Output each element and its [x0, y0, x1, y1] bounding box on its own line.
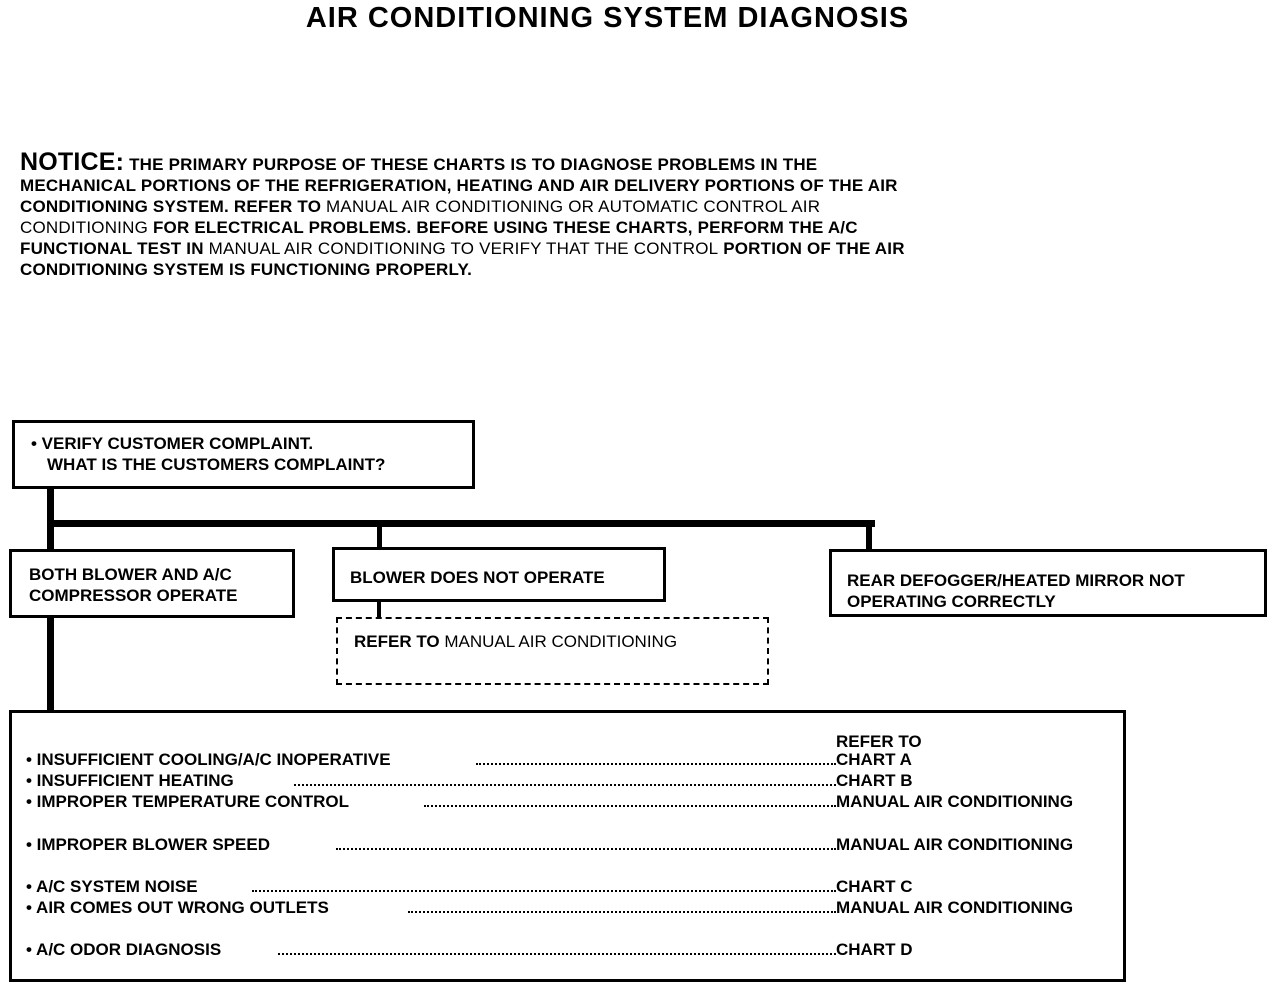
result-label: • A/C ODOR DIAGNOSIS [26, 940, 222, 959]
result-row [26, 834, 1074, 855]
result-label: • IMPROPER BLOWER SPEED [26, 835, 270, 854]
leader-dots [278, 953, 836, 955]
refer-to-header: REFER TO [836, 732, 922, 751]
result-label: • INSUFFICIENT HEATING [26, 771, 234, 790]
rear-line-1: REAR DEFOGGER/HEATED MIRROR NOT [847, 571, 1185, 590]
result-ref: MANUAL AIR CONDITIONING [836, 835, 1074, 854]
leader-dots [252, 890, 836, 892]
connector-rear-drop [866, 520, 872, 549]
result-ref: MANUAL AIR CONDITIONING [836, 898, 1074, 917]
connector-blower-refer [377, 599, 381, 619]
connector-blower-drop [377, 520, 382, 549]
leader-dots [336, 848, 836, 850]
blower-refer-ref: MANUAL AIR CONDITIONING [444, 632, 678, 651]
result-ref: CHART C [836, 877, 913, 896]
verify-complaint-box [12, 420, 475, 489]
result-label: • A/C SYSTEM NOISE [26, 877, 198, 896]
both-operate-box [9, 549, 295, 618]
notice-text-1: THE PRIMARY PURPOSE OF THESE CHARTS IS TO DIAGNOSE PROBLEMS IN THE MECHANICAL PORTIONS OF THE REFRIGERATION, HEATING AND AIR DELIVERY PORTIONS OF THE AIR CONDITIONING SYSTEM. REFER TO [20, 155, 898, 216]
leader-dots [408, 911, 836, 913]
results-box [9, 710, 1126, 982]
result-row [26, 770, 913, 791]
result-row [26, 749, 912, 770]
result-row [26, 939, 913, 960]
result-ref: CHART A [836, 750, 912, 769]
notice-paragraph [20, 148, 920, 280]
blower-refer-box [336, 617, 769, 685]
notice-ref-1: MANUAL AIR CONDITIONING OR AUTOMATIC CONTROL AIR CONDITIONING [20, 197, 821, 237]
both-line-2: COMPRESSOR OPERATE [29, 586, 238, 605]
notice-text-2: FOR ELECTRICAL PROBLEMS. BEFORE USING THESE CHARTS, PERFORM THE A/C FUNCTIONAL TEST IN [20, 218, 858, 258]
result-ref: CHART D [836, 940, 913, 959]
result-ref: CHART B [836, 771, 913, 790]
result-label: • IMPROPER TEMPERATURE CONTROL [26, 792, 349, 811]
result-label: • INSUFFICIENT COOLING/A/C INOPERATIVE [26, 750, 391, 769]
blower-label: BLOWER DOES NOT OPERATE [350, 568, 605, 587]
result-label: • AIR COMES OUT WRONG OUTLETS [26, 898, 329, 917]
notice-label: NOTICE: [20, 148, 125, 176]
blower-refer-prefix: REFER TO [354, 632, 445, 651]
connector-both-down [47, 616, 54, 712]
result-row [26, 791, 1074, 812]
result-ref: MANUAL AIR CONDITIONING [836, 792, 1074, 811]
verify-line-1: • VERIFY CUSTOMER COMPLAINT. [31, 434, 314, 453]
result-row [26, 897, 1074, 918]
verify-line-2: WHAT IS THE CUSTOMERS COMPLAINT? [47, 455, 386, 474]
leader-dots [294, 784, 836, 786]
blower-not-operate-box [332, 547, 666, 602]
result-row [26, 876, 913, 897]
both-line-1: BOTH BLOWER AND A/C [29, 565, 232, 584]
connector-horizontal [47, 520, 875, 527]
rear-line-2: OPERATING CORRECTLY [847, 592, 1056, 611]
notice-text-3: PORTION OF THE AIR CONDITIONING SYSTEM IS FUNCTIONING PROPERLY. [20, 239, 905, 279]
rear-defogger-box [829, 549, 1267, 617]
page-title: AIR CONDITIONING SYSTEM DIAGNOSIS [305, 2, 910, 34]
notice-ref-2: MANUAL AIR CONDITIONING TO VERIFY THAT THE CONTROL [208, 239, 719, 258]
leader-dots [424, 805, 836, 807]
connector-verify-down [47, 487, 54, 551]
leader-dots [476, 763, 836, 765]
